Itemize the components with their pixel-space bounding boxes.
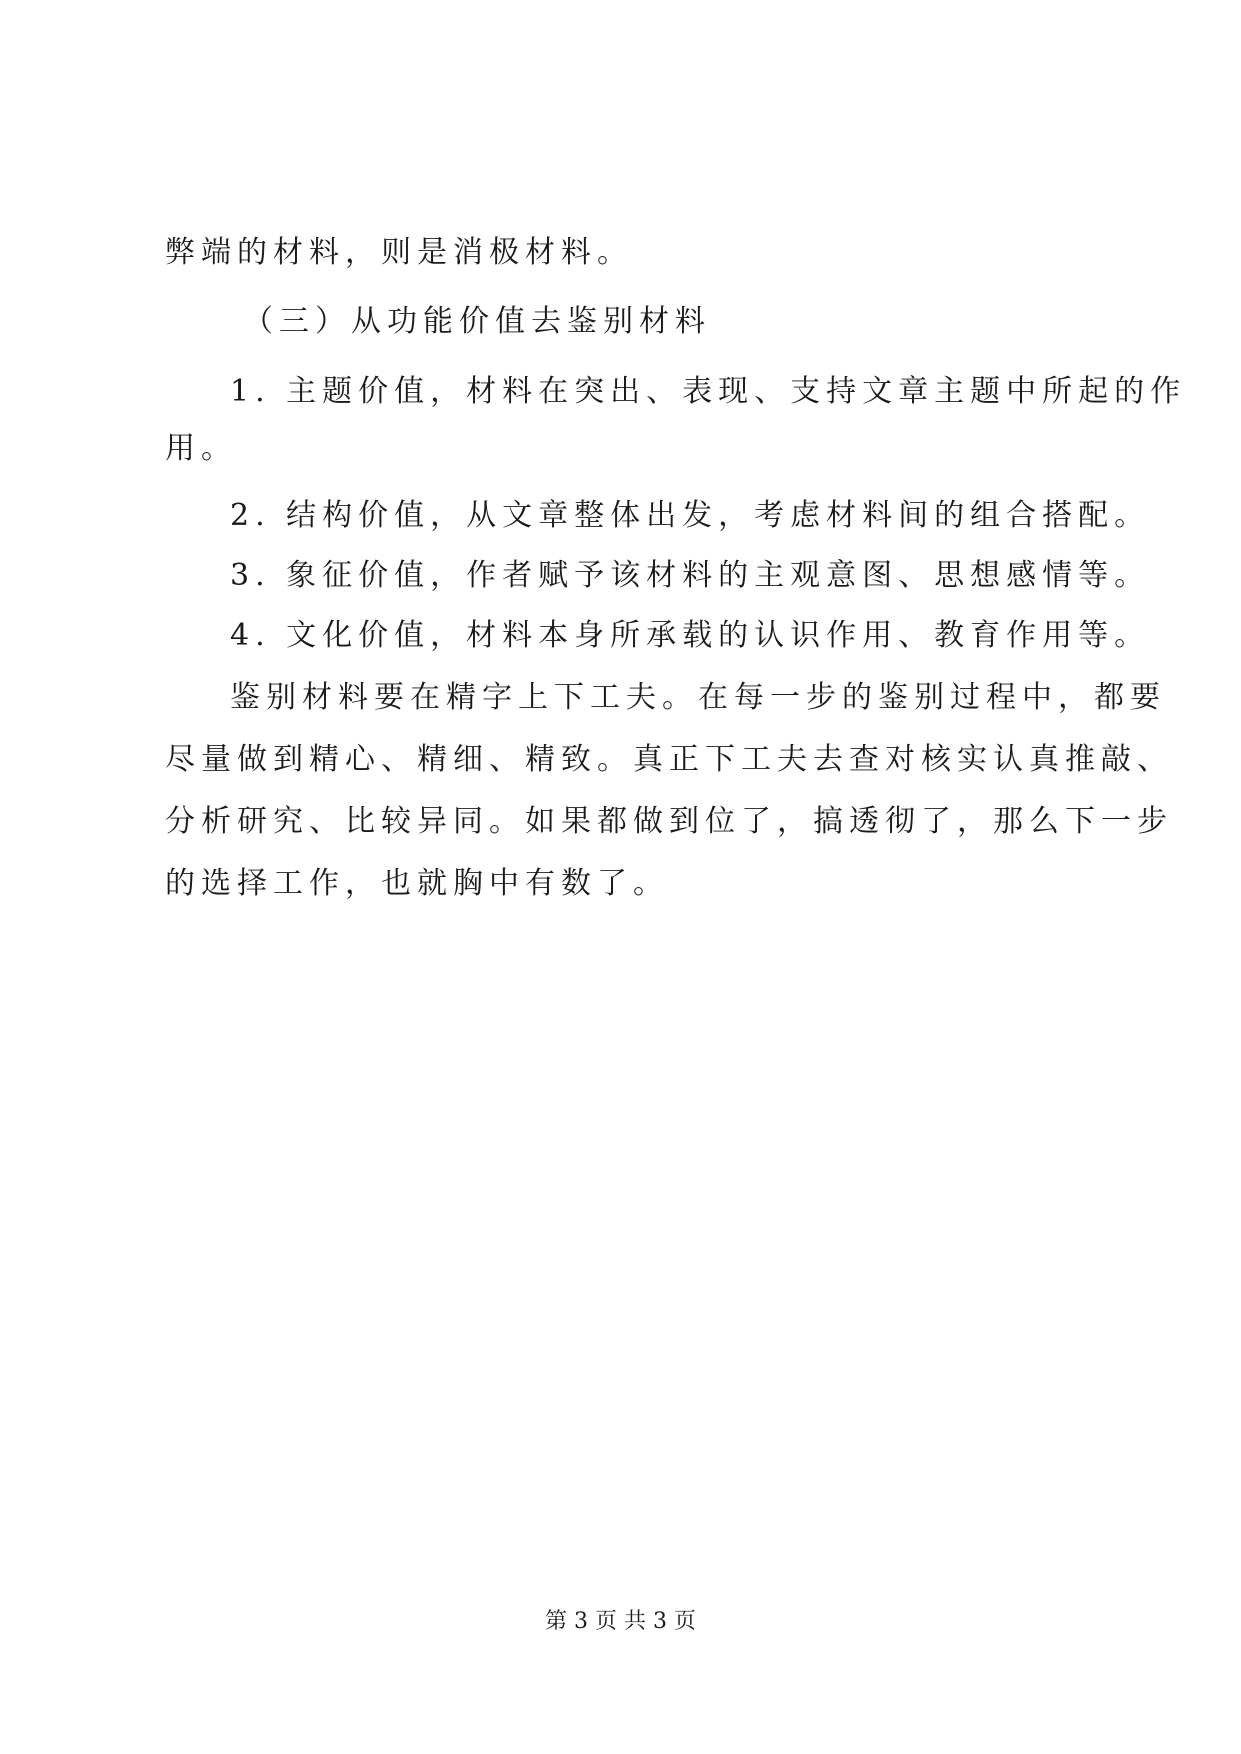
paragraph-line: 分析研究、比较异同。如果都做到位了，搞透彻了，那么下一步 xyxy=(165,804,1173,839)
section-heading: （三）从功能价值去鉴别材料 xyxy=(243,304,711,339)
page-number-footer: 第 3 页 共 3 页 xyxy=(545,1609,696,1634)
list-item-line: 4. 文化价值，材料本身所承载的认识作用、教育作用等。 xyxy=(230,618,1151,653)
paragraph-line: 的选择工作，也就胸中有数了。 xyxy=(165,866,669,901)
paragraph-line: 弊端的材料，则是消极材料。 xyxy=(165,235,633,270)
list-item-line: 3. 象征价值，作者赋予该材料的主观意图、思想感情等。 xyxy=(230,558,1151,593)
list-item-line: 2. 结构价值，从文章整体出发，考虑材料间的组合搭配。 xyxy=(230,498,1151,533)
paragraph-line: 尽量做到精心、精细、精致。真正下工夫去查对核实认真推敲、 xyxy=(165,742,1173,777)
list-item-line: 用。 xyxy=(165,431,237,466)
paragraph-line: 鉴别材料要在精字上下工夫。在每一步的鉴别过程中，都要 xyxy=(230,680,1166,715)
list-item-line: 1. 主题价值，材料在突出、表现、支持文章主题中所起的作 xyxy=(230,374,1187,409)
